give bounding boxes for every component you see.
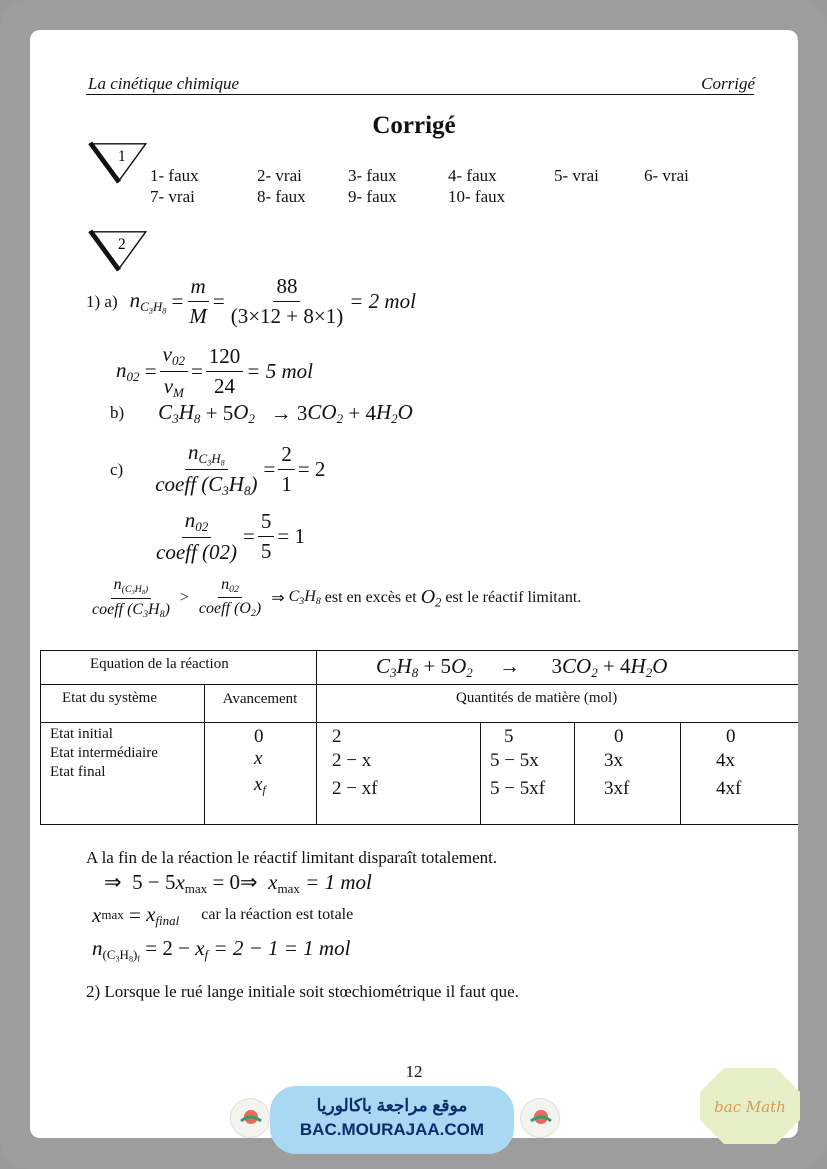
volume-numerator: 120: [206, 344, 244, 372]
label-b: b): [110, 403, 125, 423]
equation-n-o2: $n_{02}$ = $\frac{v_{02}}{v_M}$ = $\frac{120}{24}$ = 5 mol: [116, 342, 313, 400]
answer-9: 9- faux: [348, 187, 397, 206]
equation-n-c3h8: 1) a) $n_{C_3H_8}$ = $\frac{m}{M}$ = $\frac{88}{(3\times 12 + 8\times 1)}$ = 2 mol: [86, 274, 416, 328]
reaction-equation: b) $C_3H_8$ + 5 $O_2$ → 3 $CO_2$ + 4 $H_2O$: [110, 400, 413, 426]
exercise-2-marker: [88, 228, 148, 277]
bac-math-badge: [698, 1066, 802, 1146]
molar-mass-formula: (3×12 + 8×1): [230, 304, 344, 328]
molar-volume-denominator: 24: [214, 373, 236, 398]
symbol-n-c3h8: $n_{C_3H_8}$: [129, 287, 167, 316]
conclusion-limiting: est le réactif limitant.: [445, 588, 582, 606]
answer-8: 8- faux: [257, 187, 306, 206]
table-header-equation: Equation de la réaction: [90, 656, 229, 672]
ratio-o2-num: 5: [258, 509, 275, 537]
ratio-c3h8-den: 1: [281, 472, 292, 497]
site-banner[interactable]: [270, 1086, 514, 1154]
molar-mass-numerator: 88: [273, 274, 300, 302]
answer-10: 10- faux: [448, 187, 506, 206]
state-initial: Etat initial: [50, 726, 113, 742]
label-c: c): [110, 459, 124, 479]
header-section: Corrigé: [701, 74, 755, 93]
answer-5: 5- vrai: [554, 166, 599, 185]
site-logo-right: [520, 1098, 560, 1138]
state-final: Etat final: [50, 764, 106, 780]
h2o-intermediate: 4x: [716, 750, 735, 771]
final-statement: A la fin de la réaction le réactif limitant disparaît totalement.: [86, 848, 498, 867]
table-reaction-equation: $C_3H_8 + 5O_2$ → $3CO_2 + 4H_2O$: [376, 654, 668, 680]
question-2-statement: 2) Lorsque le rué lange initiale soit stœchiométrique il faut que.: [86, 982, 519, 1001]
answer-7: 7- vrai: [150, 187, 195, 206]
ratio-o2-den: 5: [260, 538, 272, 563]
xmax-equation: ⇒ $5 - 5x_{max}$ = 0⇒ $x_{max} = 1$ mol: [104, 870, 372, 896]
h2o-initial: 0: [726, 726, 736, 747]
label-1a: 1) a): [86, 291, 118, 311]
banner-arabic: موقع مراجعة باكالوريا: [316, 1096, 468, 1115]
exercise-1-number: 1: [118, 148, 126, 166]
n-c3h8-final-equation: $n_{(C_3H_8)_f} = 2 - x_f = 2 - 1 = 1$ mol: [92, 936, 351, 964]
answer-3: 3- faux: [348, 166, 397, 185]
table-header-avancement: Avancement: [222, 691, 298, 707]
table-header-quantites: Quantités de matière (mol): [456, 690, 618, 706]
avancement-initial: 0: [254, 726, 264, 747]
answer-2: 2- vrai: [257, 166, 302, 185]
ratio-o2-result: = 1: [277, 523, 305, 548]
table-header-etat: Etat du système: [62, 690, 157, 706]
limiting-reagent-conclusion: $\frac{n_{(C_3H_8)}}{coeff (C_3H_8)}$ > $\frac{n_{02}}{coeff (O_2)}$ ⇒ $C_3H_8$ est en excès et $O_2$ est le réactif limitant.: [92, 576, 582, 620]
answer-4: 4- faux: [448, 166, 497, 185]
xfinal-equation: x max = $x_{final}$ car la réaction est totale: [92, 902, 354, 928]
c3h8-intermediate: 2 − x: [332, 750, 372, 771]
total-reaction-note: car la réaction est totale: [201, 906, 354, 924]
site-logo-left: [230, 1098, 270, 1138]
ratio-c3h8-num: 2: [278, 442, 295, 470]
page-number: 12: [405, 1062, 423, 1081]
c3h8-initial: 2: [332, 726, 342, 747]
co2-initial: 0: [614, 726, 624, 747]
header-chapter: La cinétique chimique: [88, 74, 240, 93]
o2-initial: 5: [504, 726, 514, 747]
exercise-2-number: 2: [118, 236, 126, 254]
h2o-final: 4xf: [716, 778, 742, 799]
ratio-o2: $\frac{n_{02}}{\text{coeff (02)}}$ = $\frac{5}{5}$ = 1: [156, 508, 305, 564]
badge-text: bac Math: [714, 1098, 786, 1116]
n-final-result: = 2 − 1 = 1 mol: [213, 936, 351, 960]
c3h8-final: 2 − xf: [332, 778, 378, 799]
o2-final: 5 − 5xf: [490, 778, 546, 799]
result-5mol: = 5 mol: [246, 358, 313, 383]
result-2mol: = 2 mol: [349, 289, 416, 313]
avancement-intermediate: x: [254, 748, 263, 769]
o2-intermediate: 5 − 5x: [490, 750, 539, 771]
state-intermediate: Etat intermédiaire: [50, 745, 158, 761]
xmax-result: = 1 mol: [305, 870, 372, 894]
ratio-c3h8: c) $\frac{n_{C_3H_8}}{coeff (C_3H_8)}$ = $\frac{2}{1}$ = 2: [110, 440, 326, 499]
banner-site[interactable]: BAC.MOURAJAA.COM: [299, 1120, 485, 1139]
conclusion-excess: est en excès et: [324, 588, 417, 606]
answer-1: 1- faux: [150, 166, 199, 185]
ratio-c3h8-result: = 2: [297, 457, 326, 482]
co2-final: 3xf: [604, 778, 630, 799]
document-page: [30, 30, 798, 1138]
header-rule: [86, 94, 754, 95]
co2-intermediate: 3x: [604, 750, 623, 771]
page-title: Corrigé: [372, 112, 456, 139]
advancement-table: [40, 650, 798, 825]
exercise-1-marker: [88, 140, 148, 189]
answer-6: 6- vrai: [644, 166, 689, 185]
avancement-final: $x_f$: [254, 774, 266, 797]
